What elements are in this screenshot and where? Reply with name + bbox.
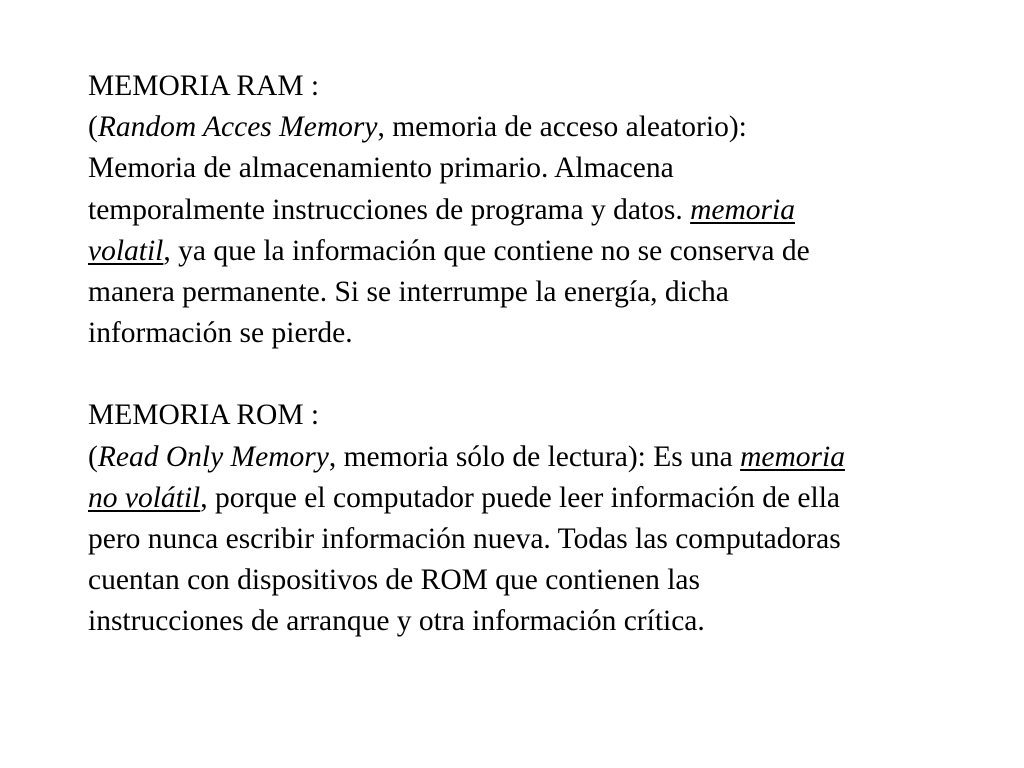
- rom-line-2: [88, 478, 988, 519]
- ram-line-1: [88, 107, 988, 148]
- rom-line-2-text: , porque el computador puede leer información de ella: [200, 481, 840, 514]
- ram-line-6: información se pierde.: [88, 317, 353, 350]
- rom-section: [88, 395, 988, 642]
- rom-line-1: [88, 437, 988, 478]
- ram-acronym-expansion: Random Acces Memory: [97, 111, 378, 144]
- ram-line-4-text: , ya que la información que contiene no se conserva de: [163, 234, 810, 267]
- rom-line-4: cuentan con dispositivos de ROM que contienen las: [88, 564, 701, 597]
- ram-volatile-term-part2: volatil: [88, 234, 164, 267]
- ram-line-5: manera permanente. Si se interrumpe la energía, dicha: [88, 276, 729, 309]
- slide-content: [88, 66, 988, 643]
- ram-line-4: [88, 231, 988, 272]
- rom-line-3: pero nunca escribir información nueva. Todas las computadoras: [88, 523, 841, 556]
- rom-acronym-expansion: Read Only Memory: [97, 440, 329, 473]
- ram-heading: MEMORIA RAM :: [88, 70, 320, 102]
- ram-line-3: [88, 190, 988, 231]
- ram-paren-open: (: [88, 111, 98, 144]
- ram-line-3-text: temporalmente instrucciones de programa y datos.: [88, 193, 691, 226]
- rom-line-5: instrucciones de arranque y otra información crítica.: [88, 605, 705, 638]
- rom-paren-open: (: [88, 440, 98, 473]
- rom-nonvolatile-term-part1: memoria: [740, 440, 845, 473]
- ram-section: [88, 66, 988, 354]
- section-spacer: [88, 354, 988, 395]
- ram-definition-start: , memoria de acceso aleatorio):: [377, 111, 747, 144]
- rom-definition-start: , memoria sólo de lectura): Es una: [328, 440, 741, 473]
- ram-line-2: Memoria de almacenamiento primario. Almacena: [88, 152, 674, 185]
- rom-nonvolatile-term-part2: no volátil: [88, 481, 201, 514]
- ram-volatile-term-part1: memoria: [690, 193, 795, 226]
- rom-heading: MEMORIA ROM :: [88, 399, 320, 432]
